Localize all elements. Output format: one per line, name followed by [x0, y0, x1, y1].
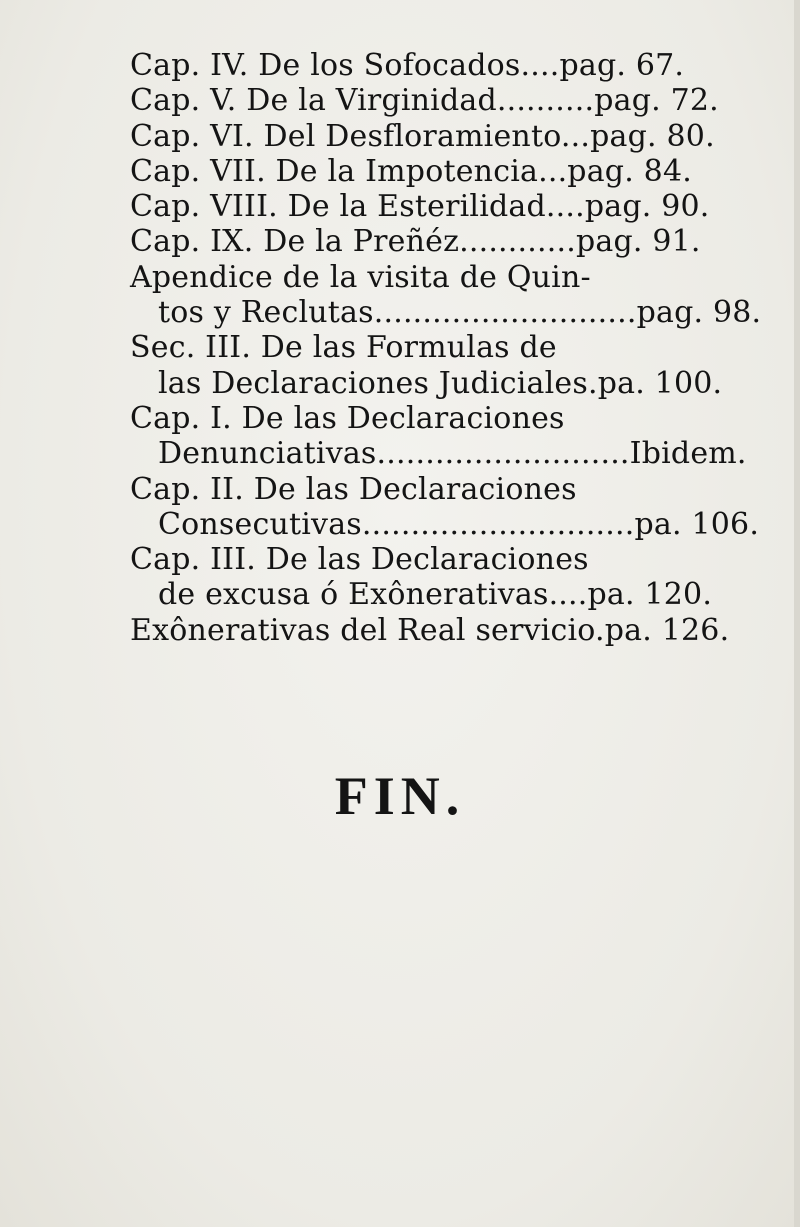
toc-entry-cap-vii: Cap. VII. De la Impotencia...pag. 84.	[130, 153, 692, 189]
toc-entry-exonerativas: Exônerativas del Real servicio.pa. 126.	[130, 612, 730, 648]
toc-entry-cap-i: Cap. I. De las Declaraciones	[130, 400, 565, 436]
toc-entry-cap-iii-cont: de excusa ó Exônerativas....pa. 120.	[158, 577, 713, 613]
toc-entry-cap-ii: Cap. II. De las Declaraciones	[130, 471, 577, 507]
toc-entry-cap-v: Cap. V. De la Virginidad..........pag. 72.	[130, 83, 719, 119]
end-mark: FIN.	[334, 766, 466, 826]
toc-entry-apendice-cont: tos y Reclutas...........................pag. 98.	[158, 295, 762, 331]
toc-entry-cap-vi: Cap. VI. Del Desfloramiento...pag. 80.	[130, 118, 715, 154]
toc-entry-sec-iii-cont: las Declaraciones Judiciales.pa. 100.	[158, 365, 723, 401]
toc-entry-cap-i-cont: Denunciativas..........................Ibidem.	[158, 436, 747, 472]
toc-entry-cap-iv: Cap. IV. De los Sofocados....pag. 67.	[130, 48, 685, 83]
toc-entry-apendice: Apendice de la visita de Quin-	[130, 259, 591, 295]
table-of-contents	[130, 48, 770, 648]
page-edge	[794, 0, 800, 1227]
toc-entry-cap-iii: Cap. III. De las Declaraciones	[130, 542, 589, 578]
toc-entry-sec-iii: Sec. III. De las Formulas de	[130, 330, 557, 366]
toc-entry-cap-ix: Cap. IX. De la Preñéz............pag. 91.	[130, 224, 701, 260]
toc-entry-cap-ii-cont: Consecutivas............................pa. 106.	[158, 506, 760, 542]
toc-entry-cap-viii: Cap. VIII. De la Esterilidad....pag. 90.	[130, 189, 710, 225]
